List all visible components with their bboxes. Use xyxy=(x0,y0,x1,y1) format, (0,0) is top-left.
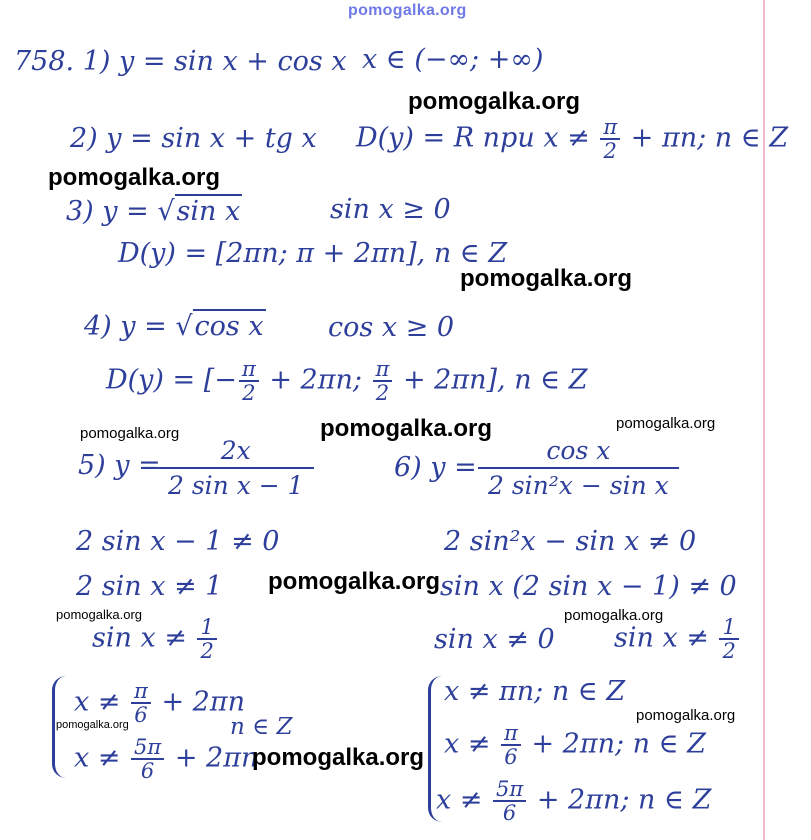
problem-1-domain: x ∈ (−∞; +∞) xyxy=(362,44,544,75)
problem-2-domain-tail: + πn; n ∈ Z xyxy=(622,122,789,154)
problem-6-condition-2: sin x (2 sin x − 1) ≠ 0 xyxy=(440,571,737,602)
watermark: pomogalka.org xyxy=(268,568,441,595)
problem-5-s1-fraction xyxy=(131,680,151,726)
problem-2-domain-head: D(y) = R при x ≠ xyxy=(356,122,599,154)
problem-4-function xyxy=(84,313,266,340)
problem-3-function xyxy=(66,198,242,225)
problem-6-c4-fraction xyxy=(719,616,738,662)
problem-2-frac-den: 2 xyxy=(603,138,617,164)
problem-4-domain-tail: + 2πn], n ∈ Z xyxy=(394,364,588,396)
problem-5-c3-num: 1 xyxy=(197,616,216,640)
problem-4-head: 4) y = √ xyxy=(84,311,193,342)
problem-6-s2-den: 6 xyxy=(504,744,518,770)
problem-4-domain-mid: + 2πn; xyxy=(260,364,371,396)
watermark: pomogalka.org xyxy=(56,719,129,731)
problem-5-solution-2 xyxy=(74,736,258,782)
problem-4-frac2-num: π xyxy=(373,358,393,382)
problem-5-condition-2: 2 sin x ≠ 1 xyxy=(76,571,223,602)
problem-5-s1-tail: + 2πn xyxy=(152,686,245,718)
problem-6-condition-1: 2 sin²x − sin x ≠ 0 xyxy=(444,526,697,557)
problem-6-s3-den: 6 xyxy=(502,800,517,826)
problem-6-solution-1: x ≠ πn; n ∈ Z xyxy=(444,676,626,707)
problem-5-fraction xyxy=(158,436,314,500)
problem-2-fraction xyxy=(600,116,620,162)
watermark: pomogalka.org xyxy=(80,425,180,442)
watermark: pomogalka.org xyxy=(636,707,736,724)
problem-2-function: 2) y = sin x + tg x xyxy=(70,123,317,154)
problem-3-head: 3) y = √ xyxy=(66,196,175,227)
problem-5-c3-fraction xyxy=(197,616,216,662)
problem-6-s2-head: x ≠ xyxy=(444,728,500,760)
watermark: pomogalka.org xyxy=(408,88,581,115)
problem-4-frac1-den: 2 xyxy=(242,380,256,406)
problem-4-domain-head: D(y) = [− xyxy=(106,364,237,396)
problem-6-condition-3: sin x ≠ 0 xyxy=(434,624,555,655)
watermark: pomogalka.org xyxy=(460,265,633,292)
watermark: pomogalka.org xyxy=(564,607,664,624)
problem-5-s1-head: x ≠ xyxy=(74,686,130,718)
problem-6-solution-2 xyxy=(444,722,706,768)
header-watermark: pomogalka.org xyxy=(348,2,467,19)
problem-5-numerator: 2x xyxy=(220,436,251,465)
problem-6-s2-tail: + 2πn; n ∈ Z xyxy=(522,728,706,760)
problem-6-s3-head: x ≠ xyxy=(436,784,492,816)
problem-4-frac2-den: 2 xyxy=(375,380,390,406)
problem-6-s3-fraction xyxy=(493,778,526,824)
problem-6-c4-den: 2 xyxy=(722,638,736,664)
problem-4-radicand: cos x xyxy=(194,311,264,342)
watermark: pomogalka.org xyxy=(616,415,716,432)
watermark: pomogalka.org xyxy=(320,415,493,442)
problem-6-denominator: 2 sin²x − sin x xyxy=(478,467,679,500)
problem-3-domain: D(y) = [2πn; π + 2πn], n ∈ Z xyxy=(118,238,508,269)
problem-6-s3-tail: + 2πn; n ∈ Z xyxy=(528,784,712,816)
problem-6-s2-num: π xyxy=(501,722,521,746)
problem-5-condition-3 xyxy=(92,616,219,662)
problem-5-s1-num: π xyxy=(131,680,151,704)
problem-5-c3-head: sin x ≠ xyxy=(92,622,196,654)
problem-6-c4-num: 1 xyxy=(719,616,738,640)
problem-5-condition-1: 2 sin x − 1 ≠ 0 xyxy=(76,526,280,557)
problem-2-frac-num: π xyxy=(600,116,620,140)
problem-4-domain xyxy=(106,358,588,404)
watermark: pomogalka.org xyxy=(252,744,425,771)
problem-5-label: 5) y = xyxy=(78,450,161,481)
problem-5-denominator: 2 sin x − 1 xyxy=(158,467,314,500)
problem-4-fraction-1 xyxy=(239,358,259,404)
problem-5-s2-tail: + 2πn xyxy=(166,742,259,774)
problem-5-s2-den: 6 xyxy=(140,758,155,784)
problem-6-c4-head: sin x ≠ xyxy=(614,622,718,654)
problem-6-label: 6) y = xyxy=(394,452,477,483)
problem-4-fraction-2 xyxy=(373,358,393,404)
problem-5-s2-num: 5π xyxy=(131,736,164,760)
problem-5-s1-den: 6 xyxy=(134,702,148,728)
watermark: pomogalka.org xyxy=(56,607,142,622)
problem-6-s3-num: 5π xyxy=(493,778,526,802)
problem-6-numerator: cos x xyxy=(546,436,611,465)
problem-5-s2-head: x ≠ xyxy=(74,742,130,774)
problem-1-function: 758. 1) y = sin x + cos x xyxy=(14,46,347,77)
problem-4-frac1-num: π xyxy=(239,358,259,382)
problem-5-s2-fraction xyxy=(131,736,164,782)
problem-3-radicand: sin x xyxy=(176,196,241,227)
watermark: pomogalka.org xyxy=(48,164,221,191)
problem-2-domain xyxy=(356,116,788,162)
problem-4-condition: cos x ≥ 0 xyxy=(328,312,455,343)
problem-6-solution-3 xyxy=(436,778,711,824)
problem-5-n-in-z: n ∈ Z xyxy=(230,714,293,740)
problem-5-c3-den: 2 xyxy=(200,638,214,664)
problem-6-fraction xyxy=(478,436,679,500)
problem-6-s2-fraction xyxy=(501,722,521,768)
problem-3-condition: sin x ≥ 0 xyxy=(330,194,451,225)
